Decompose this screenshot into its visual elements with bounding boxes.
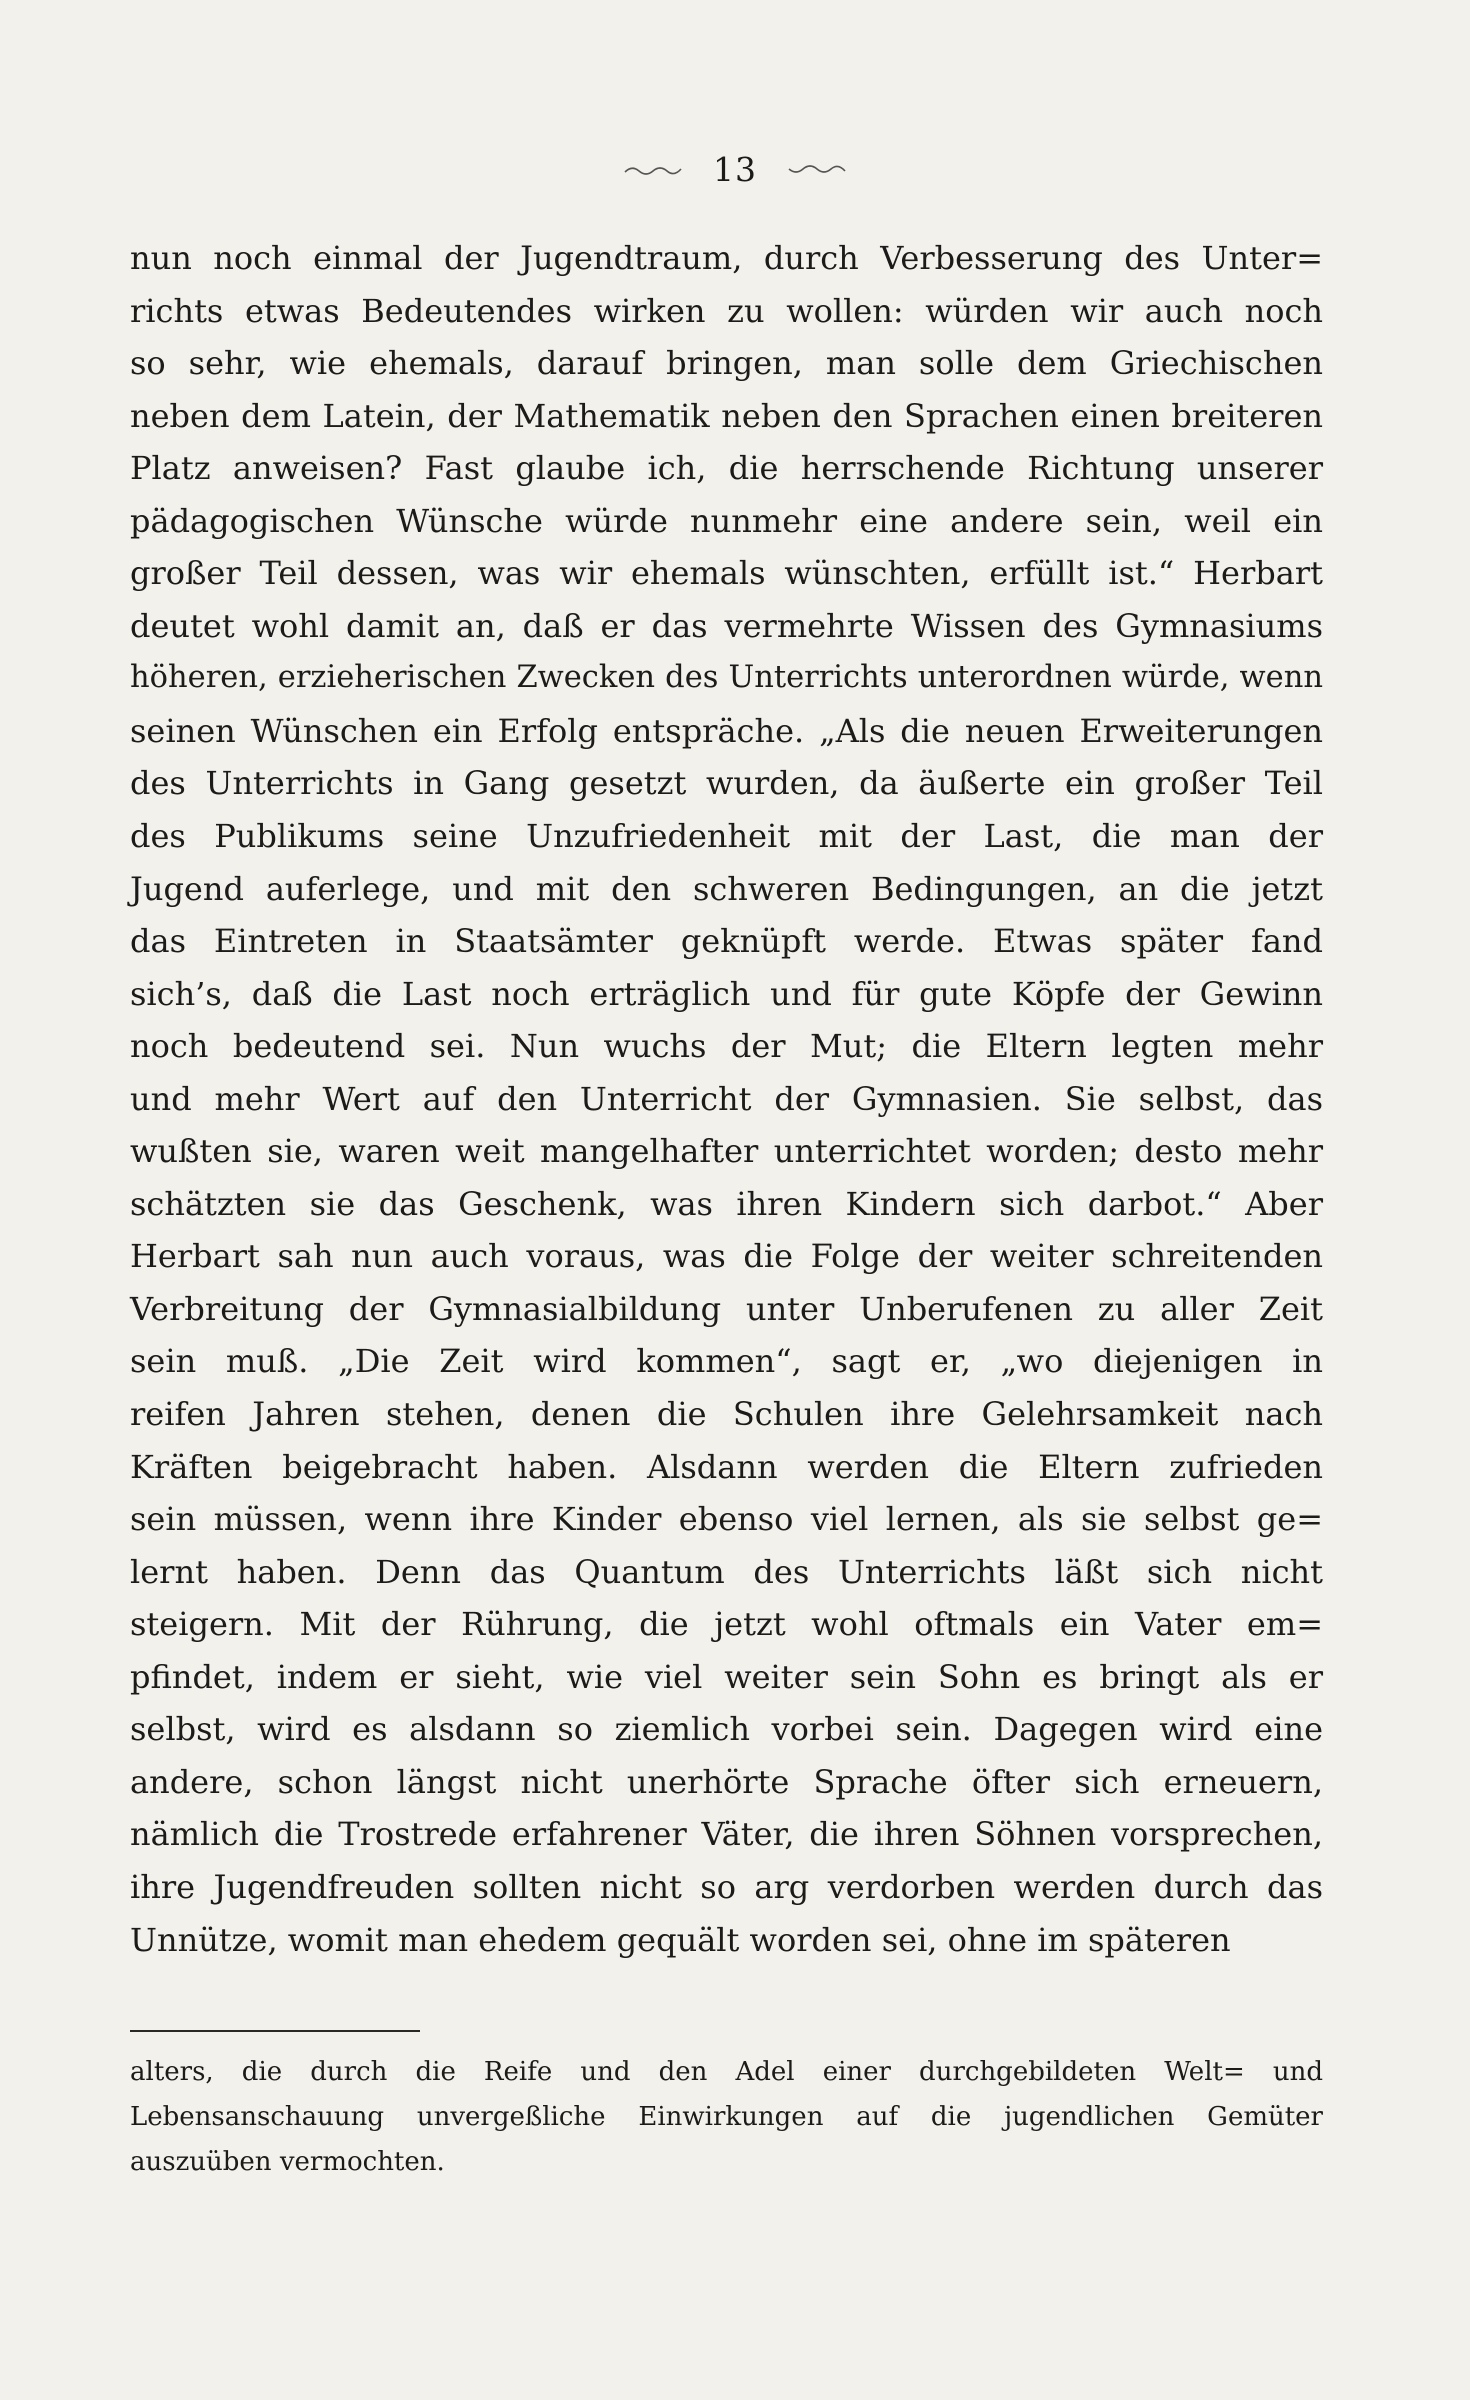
text-line: Kräften beigebracht haben. Alsdann werden die Eltern zufrieden bbox=[130, 1447, 1323, 1486]
text-line: noch bedeutend sei. Nun wuchs der Mut; die Eltern legten mehr bbox=[130, 1027, 1323, 1066]
text-line: nämlich die Trostrede erfahrener Väter, die ihren Söhnen vorsprechen, bbox=[130, 1815, 1323, 1854]
text-line: schätzten sie das Geschenk, was ihren Kindern sich darbot.“ Aber bbox=[130, 1184, 1323, 1223]
text-line: des Publikums seine Unzufriedenheit mit der Last, die man der bbox=[130, 817, 1323, 856]
left-ornament-icon bbox=[623, 163, 683, 177]
footnote-line: Lebensanschauung unvergeßliche Einwirkungen auf die jugendlichen Gemüter bbox=[130, 2102, 1323, 2132]
text-line: das Eintreten in Staatsämter geknüpft werde. Etwas später fand bbox=[130, 922, 1323, 961]
footnote-divider bbox=[130, 2030, 420, 2032]
footnote-line: alters, die durch die Reife und den Adel einer durchgebildeten Welt= und bbox=[130, 2057, 1323, 2087]
text-line: neben dem Latein, der Mathematik neben den Sprachen einen breiteren bbox=[130, 396, 1323, 435]
text-line: reifen Jahren stehen, denen die Schulen ihre Gelehrsamkeit nach bbox=[130, 1395, 1323, 1434]
page-number: 13 bbox=[713, 150, 757, 189]
text-line: nun noch einmal der Jugendtraum, durch Verbesserung des Unter= bbox=[130, 239, 1323, 277]
right-ornament-icon bbox=[787, 163, 847, 177]
text-line: selbst, wird es alsdann so ziemlich vorbei sein. Dagegen wird eine bbox=[130, 1710, 1323, 1749]
text-line: großer Teil dessen, was wir ehemals wünschten, erfüllt ist.“ Herbart bbox=[130, 554, 1323, 593]
text-line: lernt haben. Denn das Quantum des Unterrichts läßt sich nicht bbox=[130, 1552, 1323, 1591]
footnote bbox=[130, 2050, 1323, 2185]
text-line: sein muß. „Die Zeit wird kommen“, sagt er, „wo diejenigen in bbox=[130, 1342, 1323, 1381]
text-line: andere, schon längst nicht unerhörte Sprache öfter sich erneuern, bbox=[130, 1762, 1323, 1801]
text-line: pädagogischen Wünsche würde nunmehr eine andere sein, weil ein bbox=[130, 501, 1323, 540]
text-line: sich’s, daß die Last noch erträglich und für gute Köpfe der Gewinn bbox=[130, 974, 1323, 1013]
page-header bbox=[0, 150, 1470, 189]
text-line: Herbart sah nun auch voraus, was die Folge der weiter schreitenden bbox=[130, 1237, 1323, 1276]
text-line: ihre Jugendfreuden sollten nicht so arg verdorben werden durch das bbox=[130, 1867, 1323, 1906]
text-line: so sehr, wie ehemals, darauf bringen, man solle dem Griechischen bbox=[130, 344, 1323, 383]
footnote-line: auszuüben vermochten. bbox=[130, 2147, 445, 2177]
text-line: sein müssen, wenn ihre Kinder ebenso viel lernen, als sie selbst ge= bbox=[130, 1500, 1323, 1539]
text-line: Unnütze, womit man ehedem gequält worden sei, ohne im späteren bbox=[130, 1920, 1231, 1959]
text-line: deutet wohl damit an, daß er das vermehrte Wissen des Gymnasiums bbox=[130, 606, 1323, 645]
text-line: richts etwas Bedeutendes wirken zu wollen: würden wir auch noch bbox=[130, 291, 1323, 330]
text-line: wußten sie, waren weit mangelhafter unterrichtet worden; desto mehr bbox=[130, 1132, 1323, 1171]
text-line: seinen Wünschen ein Erfolg entspräche. „Als die neuen Erweiterungen bbox=[130, 711, 1323, 750]
text-line: des Unterrichts in Gang gesetzt wurden, da äußerte ein großer Teil bbox=[130, 764, 1323, 803]
text-line: Platz anweisen? Fast glaube ich, die herrschende Richtung unserer bbox=[130, 449, 1323, 488]
text-line: Verbreitung der Gymnasialbildung unter Unberufenen zu aller Zeit bbox=[130, 1289, 1323, 1328]
text-line: und mehr Wert auf den Unterricht der Gymnasien. Sie selbst, das bbox=[130, 1079, 1323, 1118]
text-line: Jugend auferlege, und mit den schweren Bedingungen, an die jetzt bbox=[130, 869, 1323, 908]
text-line: höheren, erzieherischen Zwecken des Unterrichts unterordnen würde, wenn bbox=[130, 660, 1323, 696]
text-line: pfindet, indem er sieht, wie viel weiter sein Sohn es bringt als er bbox=[130, 1657, 1323, 1696]
text-line: steigern. Mit der Rührung, die jetzt wohl oftmals ein Vater em= bbox=[130, 1605, 1323, 1644]
body-text bbox=[130, 232, 1323, 1966]
